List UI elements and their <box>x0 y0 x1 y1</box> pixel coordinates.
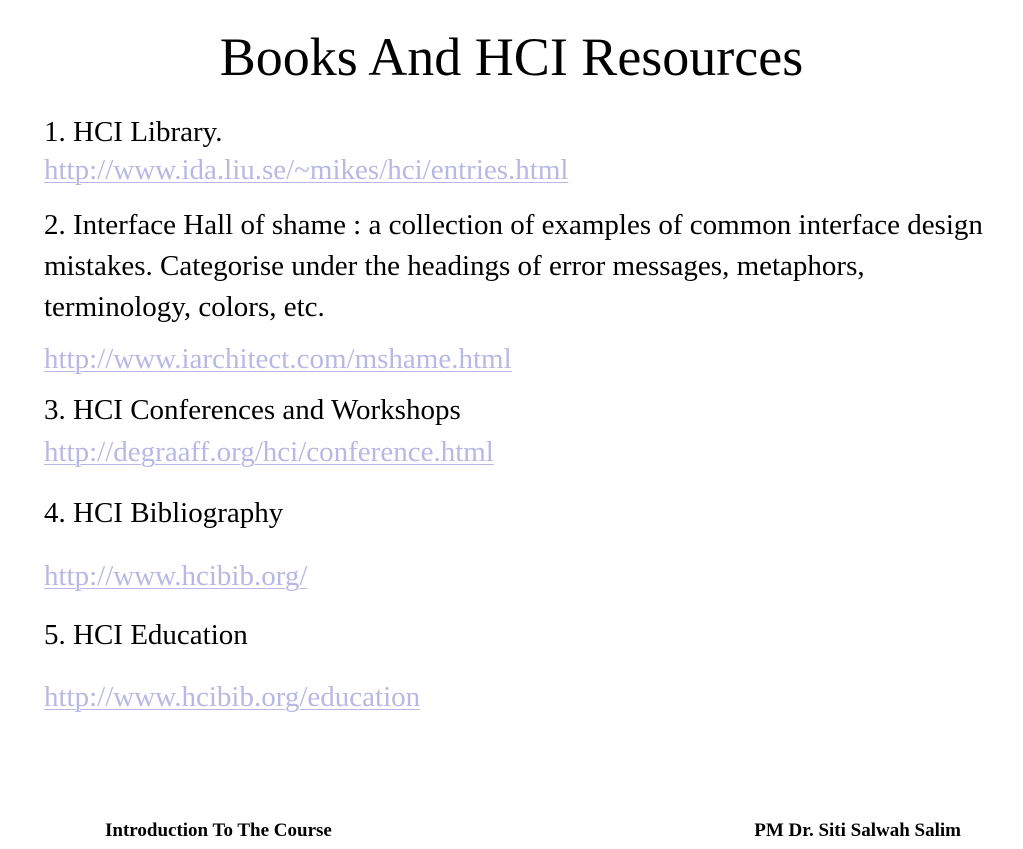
item-1-text: 1. HCI Library. <box>44 116 223 148</box>
item-4-link[interactable]: http://www.hcibib.org/ <box>44 560 308 592</box>
item-4-text: 4. HCI Bibliography <box>44 497 284 529</box>
item-1-link[interactable]: http://www.ida.liu.se/~mikes/hci/entries.html <box>44 154 569 186</box>
item-5-link[interactable]: http://www.hcibib.org/education <box>44 681 421 713</box>
footer-course-title: Introduction To The Course <box>105 820 332 841</box>
item-5-text: 5. HCI Education <box>44 619 248 651</box>
item-2-link[interactable]: http://www.iarchitect.com/mshame.html <box>44 343 512 375</box>
footer-author: PM Dr. Siti Salwah Salim <box>754 820 961 841</box>
page-title: Books And HCI Resources <box>219 27 804 87</box>
item-3-text: 3. HCI Conferences and Workshops <box>44 394 461 426</box>
item-3-link[interactable]: http://degraaff.org/hci/conference.html <box>44 436 494 468</box>
item-2-text: 2. Interface Hall of shame : a collection of examples of common interface design mistakes. Categorise under the headings of error messages, metaphors, terminology, colors, etc. <box>44 209 983 323</box>
